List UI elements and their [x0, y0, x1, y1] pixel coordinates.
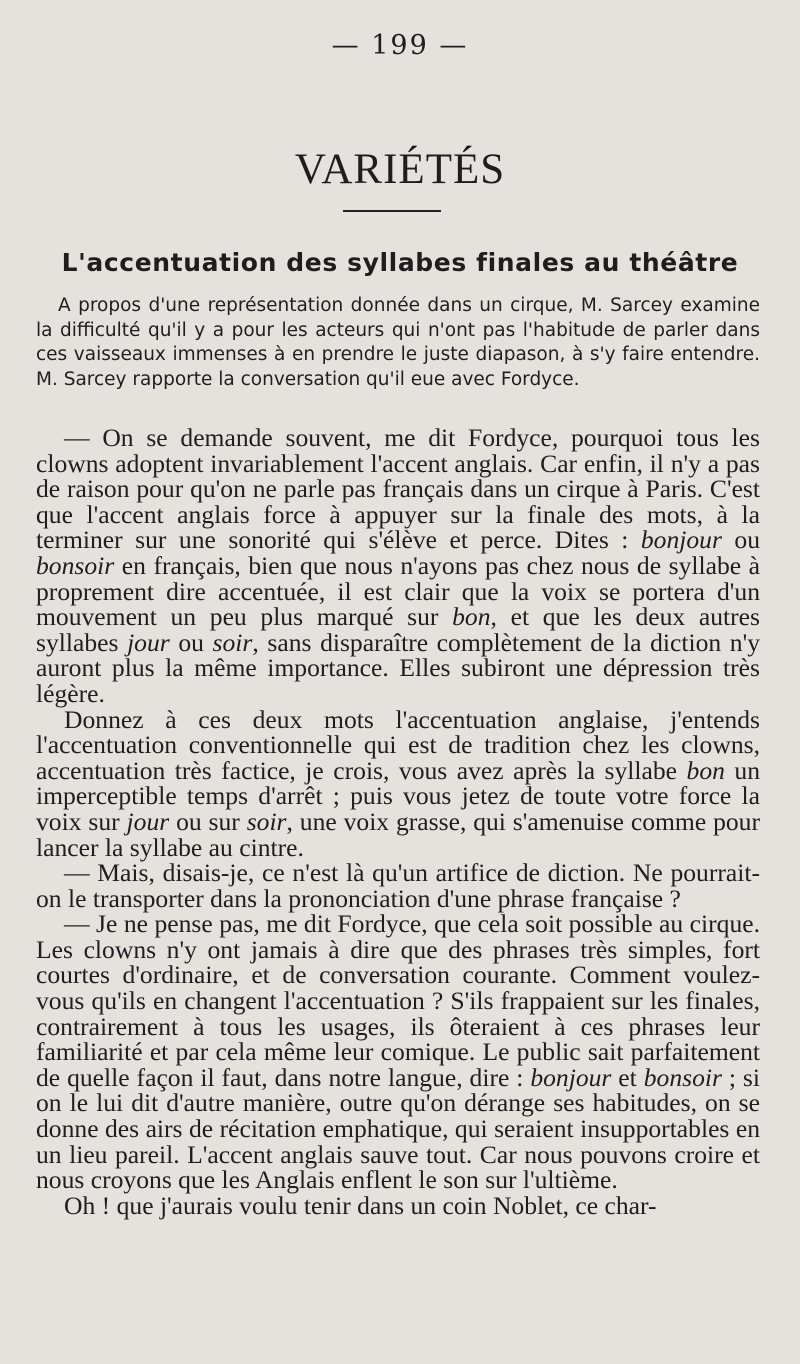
italic-text: soir [212, 627, 253, 657]
page-number: — 199 — [331, 30, 469, 61]
text-run: , sans disparaître complètement de la diction n'y auront plus la même importance. Elles subiront une dépression très légère. [36, 627, 760, 708]
italic-text: bonjour [640, 525, 722, 555]
title-divider [343, 210, 441, 212]
italic-text: bonsoir [36, 550, 115, 580]
article-body [36, 425, 760, 1218]
text-run: , et que les deux autres syllabes [36, 602, 760, 657]
body-paragraph [36, 425, 760, 707]
text-run: et [611, 1062, 644, 1092]
italic-text: bonsoir [643, 1062, 722, 1092]
text-run: Oh ! que j'aurais voulu tenir dans un coin Noblet, ce char- [64, 1190, 657, 1220]
italic-text: jour [126, 806, 170, 836]
text-run: un imperceptible temps d'arrêt ; puis vous jetez de toute votre force la voix sur [36, 755, 760, 836]
body-paragraph [36, 911, 760, 1193]
text-run: ; si on le lui dit d'autre manière, outre qu'on dérange ses habitudes, on se donne des airs de récitation emphatique, qui seraient insupportables en un lieu pareil. L'accent anglais sauve tout. Car nous pouvons croire et nous croyons que les Anglais enflent le son sur l'ultième. [36, 1062, 760, 1195]
intro-paragraph: A propos d'une représentation donnée dans un cirque, M. Sarcey examine la difficulté qu'il y a pour les acteurs qui n'ont pas l'habitude de parler dans ces vaisseaux immenses à en prendre le juste diapason, à s'y faire entendre. M. Sarcey rapporte la conversation qu'il eue avec Fordyce. [36, 295, 760, 390]
text-run: en français, bien que nous n'ayons pas chez nous de syllabe à proprement dire accentuée, il est clair que la voix se portera d'un mouvement un peu plus marqué sur [36, 550, 760, 632]
text-run: Donnez à ces deux mots l'accentuation anglaise, j'entends l'accentuation conventionnelle qui est de tradition chez les clowns, accentuation très factice, je crois, vous avez après la syllabe [36, 704, 760, 785]
italic-text: bon [452, 602, 491, 632]
text-run: ou sur [169, 806, 247, 836]
article-title: L'accentuation des syllabes finales au théâtre [61, 248, 739, 277]
italic-text: jour [127, 627, 170, 657]
text-run: ou [721, 525, 760, 555]
section-title: VARIÉTÉS [294, 146, 506, 193]
italic-text: soir [246, 806, 287, 836]
text-run: — Mais, disais-je, ce n'est là qu'un artifice de diction. Ne pourrait-on le transporter dans la prononciation d'une phrase française ? [36, 858, 760, 913]
text-run: , une voix grasse, qui s'amenuise comme pour lancer la syllabe au cintre. [36, 806, 760, 862]
italic-text: bonjour [530, 1062, 612, 1092]
body-paragraph [36, 704, 760, 862]
body-paragraph [36, 860, 760, 911]
text-run: — On se demande souvent, me dit Fordyce, pourquoi tous les clowns adoptent invariablement l'accent anglais. Car enfin, il n'y a pas de raison pour qu'on ne parle pas français dans un cirque à Paris. C'est que l'accent anglais force à appuyer sur la finale des mots, à la terminer sur une sonorité qui s'élève et perce. Dites : [36, 423, 760, 555]
body-paragraph [36, 1190, 760, 1220]
italic-text: bon [686, 755, 725, 785]
text-run: — Je ne pense pas, me dit Fordyce, que cela soit possible au cirque. Les clowns n'y ont jamais à dire que des phrases très simples, fort courtes d'ordinaire, et de conversation courante. Comment voulez-vous qu'ils en changent l'accentuation ? S'ils frappaient sur les finales, contrairement à tous les usages, ils ôteraient à ces phrases leur familiarité et par cela même leur comique. Le public sait parfaitement de quelle façon il faut, dans notre langue, dire : [36, 909, 760, 1092]
text-run: ou [169, 627, 213, 657]
article-intro [36, 294, 760, 392]
